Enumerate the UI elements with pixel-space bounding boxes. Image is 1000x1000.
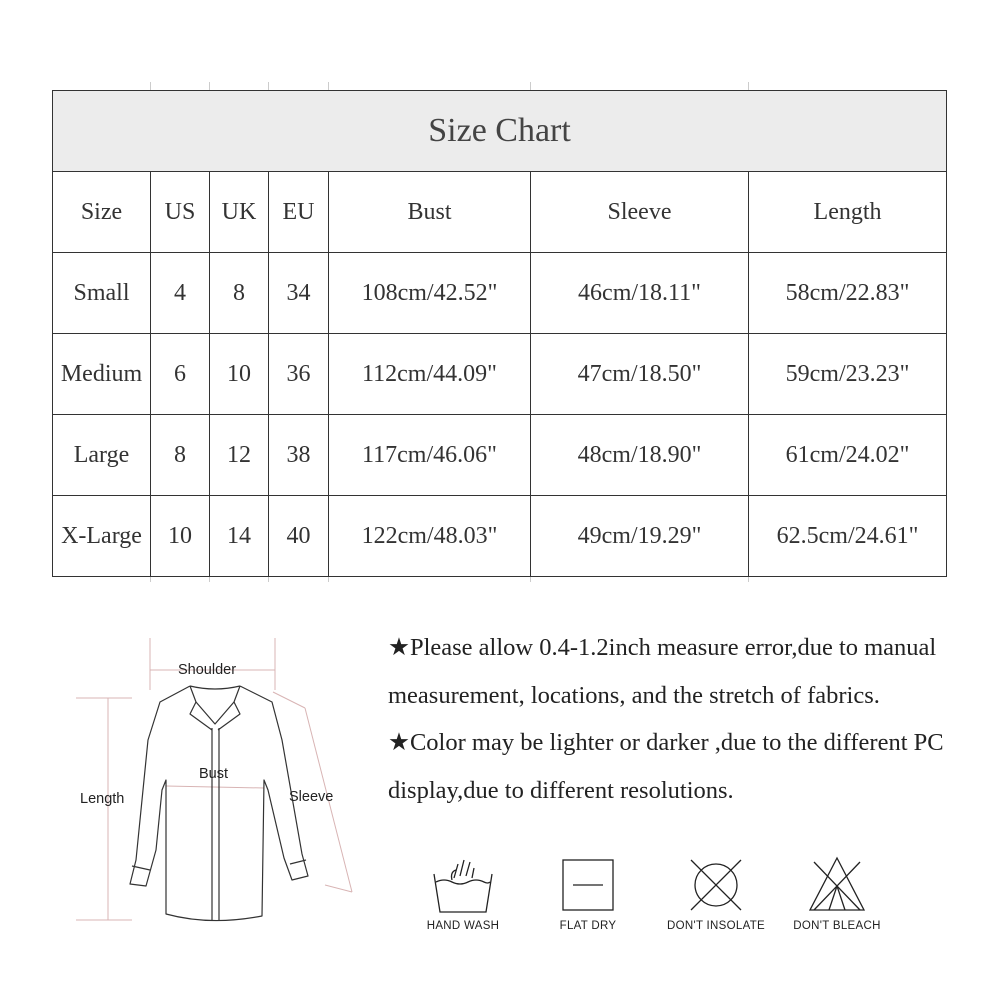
shoulder-label: Shoulder [178,662,237,678]
cell-uk: 14 [210,496,269,577]
cell-length: 61cm/24.02" [749,415,947,496]
care-dont-bleach [772,856,902,932]
guide-tick [748,82,749,90]
table-row [53,415,947,496]
table-row [53,334,947,415]
cell-us: 6 [151,334,210,415]
cell-size: Large [53,415,151,496]
cell-eu: 40 [269,496,329,577]
header-uk: UK [210,172,269,253]
dont-bleach-label: DON'T BLEACH [793,920,881,932]
cell-uk: 10 [210,334,269,415]
sleeve-label: Sleeve [289,789,334,805]
header-length: Length [749,172,947,253]
header-bust: Bust [329,172,531,253]
cell-sleeve: 47cm/18.50" [531,334,749,415]
cell-bust: 108cm/42.52" [329,253,531,334]
cell-sleeve: 48cm/18.90" [531,415,749,496]
care-hand-wash [398,856,528,932]
header-eu: EU [269,172,329,253]
cell-uk: 8 [210,253,269,334]
guide-tick [209,82,210,90]
cell-size: Medium [53,334,151,415]
flat-dry-label: FLAT DRY [559,920,617,932]
cell-bust: 117cm/46.06" [329,415,531,496]
dont-insolate-label: DON'T INSOLATE [667,920,765,932]
hand-wash-label: HAND WASH [426,920,500,932]
care-flat-dry [523,856,653,932]
cell-uk: 12 [210,415,269,496]
table-row [53,496,947,577]
dont-bleach-icon [802,856,872,914]
notes-section [388,624,988,814]
cell-size: Small [53,253,151,334]
cell-eu: 36 [269,334,329,415]
guide-tick [268,82,269,90]
cell-length: 59cm/23.23" [749,334,947,415]
cell-us: 10 [151,496,210,577]
table-header-row [53,172,947,253]
guide-tick [328,82,329,90]
cell-length: 62.5cm/24.61" [749,496,947,577]
note-color: ★Color may be lighter or darker ,due to the different PC display,due to different resolutions. [388,729,944,804]
flat-dry-icon [553,856,623,914]
table-row [53,253,947,334]
cell-size: X-Large [53,496,151,577]
dont-insolate-icon [681,856,751,914]
header-size: Size [53,172,151,253]
cell-sleeve: 49cm/19.29" [531,496,749,577]
guide-tick [150,82,151,90]
cell-length: 58cm/22.83" [749,253,947,334]
bust-label: Bust [199,766,229,782]
hand-wash-icon [428,856,498,914]
note-measure-error: ★Please allow 0.4-1.2inch measure error,due to manual measurement, locations, and the stretch of fabrics. [388,634,937,709]
header-sleeve: Sleeve [531,172,749,253]
care-dont-insolate [651,856,781,932]
cell-eu: 38 [269,415,329,496]
cell-bust: 122cm/48.03" [329,496,531,577]
cell-eu: 34 [269,253,329,334]
cell-sleeve: 46cm/18.11" [531,253,749,334]
header-us: US [151,172,210,253]
guide-tick [530,82,531,90]
table-title: Size Chart [53,91,947,172]
cell-bust: 112cm/44.09" [329,334,531,415]
cell-us: 4 [151,253,210,334]
measurement-diagram [70,630,360,930]
cell-us: 8 [151,415,210,496]
size-chart-table [52,90,947,577]
length-label: Length [80,791,125,807]
